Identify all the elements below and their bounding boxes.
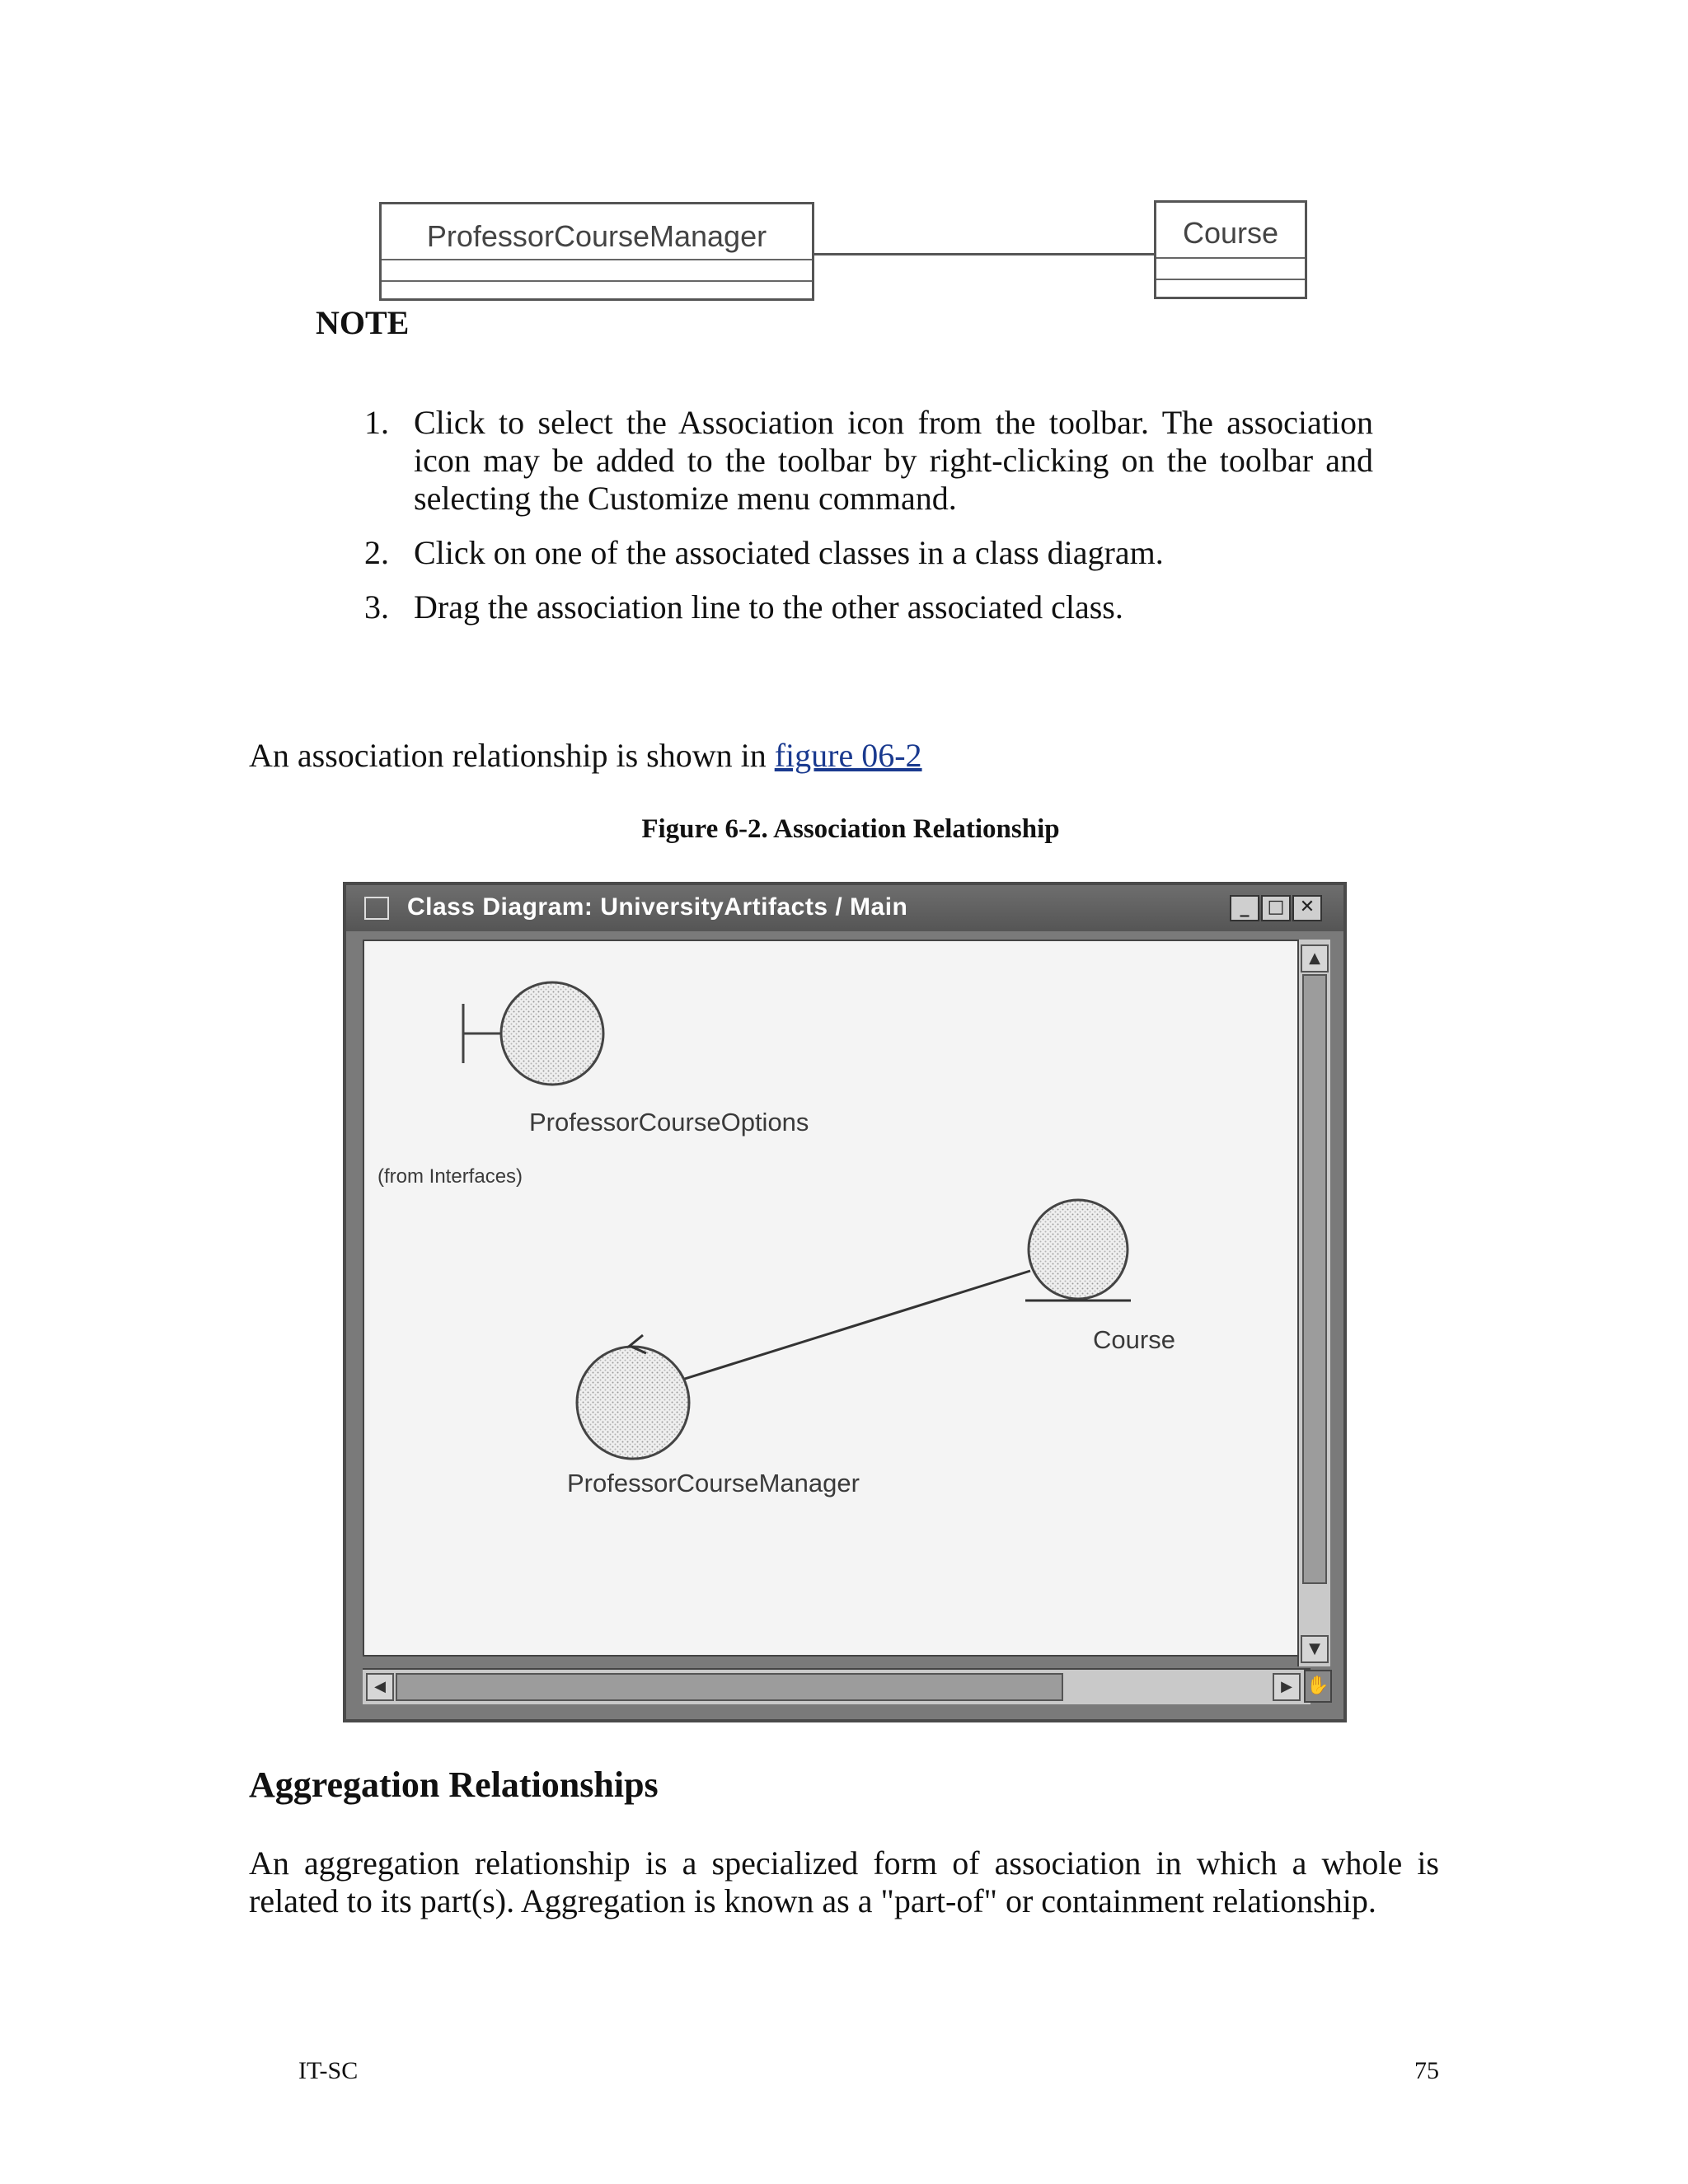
vertical-scrollbar[interactable] — [1297, 940, 1330, 1666]
interface-package-note: (from Interfaces) — [377, 1165, 523, 1188]
footer-left: IT-SC — [298, 2057, 359, 2084]
window-title-bar[interactable] — [346, 885, 1343, 931]
note-label: NOTE — [316, 304, 410, 341]
minimize-button[interactable]: _ — [1230, 895, 1259, 921]
list-item — [356, 588, 1373, 626]
attributes-divider — [382, 259, 812, 260]
entity-icon[interactable] — [1025, 1200, 1131, 1301]
vertical-scroll-thumb[interactable] — [1302, 974, 1327, 1584]
operations-divider — [1156, 279, 1305, 280]
class-box-course — [1154, 200, 1307, 299]
list-item — [356, 404, 1373, 518]
class-name: Course — [1182, 216, 1279, 250]
class-name: ProfessorCourseManager — [426, 219, 767, 253]
association-line — [661, 1271, 1030, 1386]
class-diagram-window — [343, 882, 1347, 1722]
step-number: 2. — [364, 534, 389, 571]
scroll-right-arrow[interactable]: ▶ — [1273, 1673, 1301, 1701]
step-text: Drag the association line to the other associated class. — [414, 588, 1123, 626]
maximize-button[interactable]: □ — [1261, 895, 1291, 921]
interface-name-label: ProfessorCourseOptions — [529, 1108, 809, 1137]
list-item — [356, 534, 1373, 572]
interface-boundary-icon[interactable] — [463, 982, 603, 1085]
scroll-left-arrow[interactable]: ◀ — [366, 1673, 394, 1701]
step-number: 1. — [364, 404, 389, 441]
figure-link[interactable]: figure 06-2 — [774, 737, 922, 774]
class-box-professor-course-manager — [379, 202, 814, 301]
section-heading: Aggregation Relationships — [249, 1765, 659, 1805]
scroll-up-arrow[interactable]: ▲ — [1301, 944, 1329, 972]
intro-paragraph — [249, 737, 1444, 775]
close-button[interactable]: ✕ — [1292, 895, 1322, 921]
page-number: 75 — [1414, 2057, 1439, 2084]
control-name-label: ProfessorCourseManager — [567, 1469, 860, 1497]
control-icon[interactable] — [577, 1335, 689, 1459]
operations-divider — [382, 280, 812, 282]
diagram-graphics — [364, 941, 1309, 1655]
note-steps — [356, 404, 1373, 643]
entity-name-label: Course — [1093, 1325, 1175, 1354]
scroll-down-arrow[interactable]: ▼ — [1301, 1635, 1329, 1663]
section-paragraph: An aggregation relationship is a specialized form of association in which a whole is related to its part(s). Aggregation is known as a "part-of" or containment relationship. — [249, 1844, 1439, 1919]
system-menu-icon[interactable] — [364, 897, 389, 920]
figure-caption: Figure 6-2. Association Relationship — [641, 814, 1060, 844]
step-text: Click to select the Association icon from the toolbar. The association icon may be added to the toolbar by right-clicking on the toolbar and selecting the Customize menu command. — [414, 404, 1373, 517]
step-text: Click on one of the associated classes in a class diagram. — [414, 534, 1164, 571]
horizontal-scroll-thumb[interactable] — [396, 1673, 1063, 1701]
diagram-canvas[interactable] — [363, 940, 1311, 1657]
window-title: Class Diagram: UniversityArtifacts / Main — [407, 893, 908, 921]
horizontal-scrollbar[interactable] — [363, 1668, 1311, 1704]
attributes-divider — [1156, 257, 1305, 259]
hand-grip-icon[interactable]: ✋ — [1304, 1670, 1332, 1703]
intro-text: An association relationship is shown in — [249, 737, 775, 774]
step-number: 3. — [364, 588, 389, 626]
association-line — [814, 253, 1154, 255]
